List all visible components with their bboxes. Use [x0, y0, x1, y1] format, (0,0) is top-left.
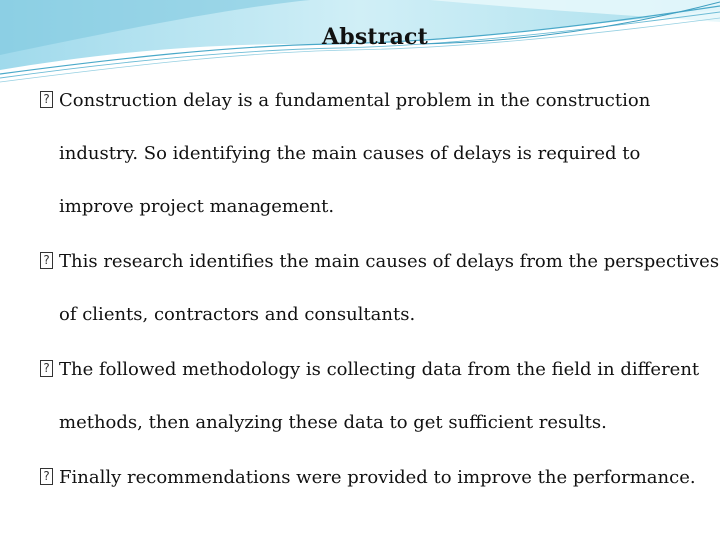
bullet-item [40, 74, 720, 233]
missing-glyph-box-icon: ? [40, 468, 53, 485]
bullet-text: The followed methodology is collecting data from the field in different methods, then analyzing these data to get sufficient results. [59, 359, 700, 433]
missing-glyph-box-icon: ? [40, 360, 53, 377]
bullet-text: Finally recommendations were provided to improve the performance. [59, 467, 696, 488]
missing-glyph-box-icon: ? [40, 252, 53, 269]
bullet-item [40, 235, 720, 341]
bullet-item [40, 343, 720, 449]
bullet-text: Construction delay is a fundamental problem in the construction industry. So identifying the main causes of delays is required to improve project management. [59, 90, 651, 217]
bullet-list [40, 74, 720, 506]
slide-title: Abstract [321, 24, 428, 50]
bullet-item [40, 451, 720, 504]
bullet-text: This research identifies the main causes of delays from the perspectives of clients, contractors and consultants. [59, 251, 720, 325]
missing-glyph-box-icon: ? [40, 91, 53, 108]
